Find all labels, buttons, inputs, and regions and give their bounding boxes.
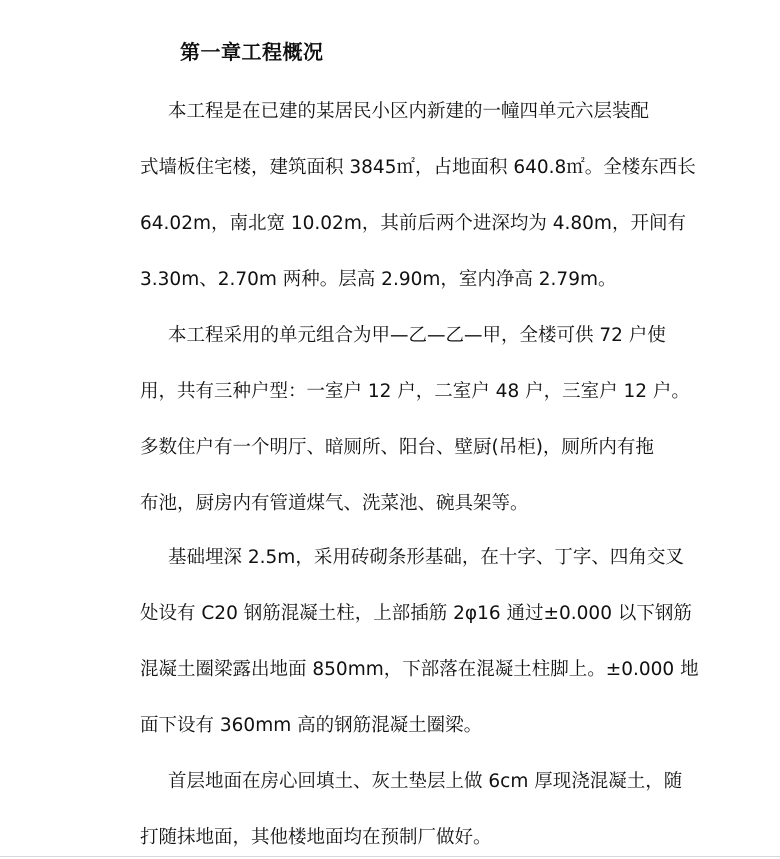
- paragraph-3-line-4: 面下设有 360mm 高的钢筋混凝土圈梁。: [140, 715, 483, 736]
- paragraph-4-line-2: 打随抹地面，其他楼地面均在预制厂做好。: [140, 827, 492, 848]
- paragraph-1-line-4: 3.30m、2.70m 两种。层高 2.90m，室内净高 2.79m。: [140, 269, 617, 290]
- paragraph-2-line-4: 布池，厨房内有管道煤气、洗菜池、碗具架等。: [140, 493, 529, 514]
- paragraph-2-line-2: 用，共有三种户型：一室户 12 户，二室户 48 户，三室户 12 户。: [140, 381, 690, 402]
- paragraph-1-line-3: 64.02m，南北宽 10.02m，其前后两个进深均为 4.80m，开间有: [140, 213, 686, 234]
- paragraph-1-line-1: 本工程是在已建的某居民小区内新建的一幢四单元六层装配: [168, 101, 650, 122]
- paragraph-2-line-3: 多数住户有一个明厅、暗厕所、阳台、壁厨(吊柜)，厕所内有拖: [140, 437, 654, 458]
- paragraph-1-line-2: 式墙板住宅楼，建筑面积 3845㎡，占地面积 640.8㎡。全楼东西长: [140, 157, 696, 178]
- paragraph-3-line-2: 处设有 C20 钢筋混凝土柱，上部插筋 2φ16 通过±0.000 以下钢筋: [140, 603, 692, 624]
- paragraph-2-line-1: 本工程采用的单元组合为甲—乙—乙—甲，全楼可供 72 户使: [168, 325, 666, 346]
- chapter-title: 第一章工程概况: [180, 40, 324, 64]
- paragraph-4-line-1: 首层地面在房心回填土、灰土垫层上做 6cm 厚现浇混凝土，随: [168, 771, 683, 792]
- paragraph-3-line-1: 基础埋深 2.5m，采用砖砌条形基础，在十字、丁字、四角交叉: [168, 547, 684, 568]
- paragraph-3-line-3: 混凝土圈梁露出地面 850mm，下部落在混凝土柱脚上。±0.000 地: [140, 659, 699, 680]
- page-bottom-divider: [0, 856, 780, 857]
